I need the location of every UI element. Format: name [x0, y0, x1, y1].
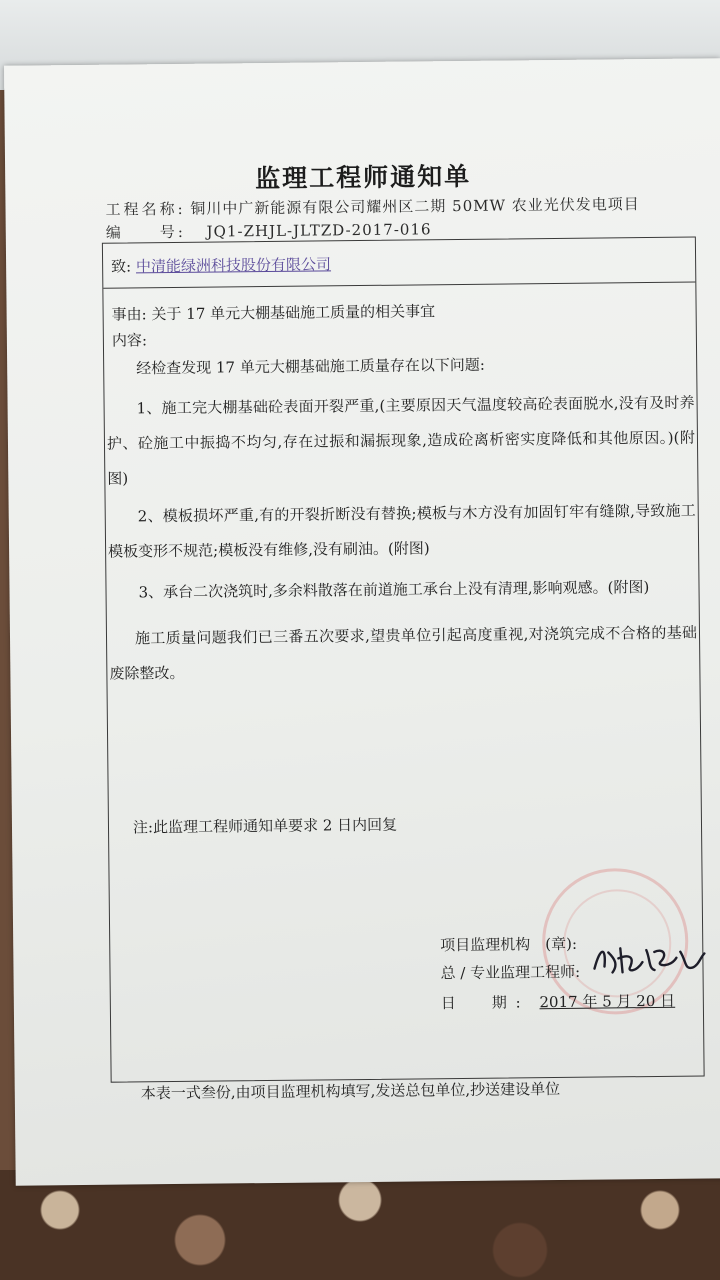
date-row	[441, 990, 675, 1013]
subject-row	[112, 300, 436, 324]
paragraph-issue-2: 2、模板损坏严重,有的开裂折断没有替换;模板与木方没有加固钉牢有缝隙,导致施工模板变形不规范;模板没有维修,没有刷油。(附图)	[108, 501, 696, 561]
date-label: 日 期 :	[440, 993, 523, 1013]
org-row	[440, 933, 577, 955]
engineer-row	[440, 961, 580, 983]
subject-text: 关于 17 单元大棚基础施工质量的相关事宜	[151, 302, 436, 324]
number-label: 编 号:	[105, 222, 186, 242]
background-blanket	[0, 1170, 720, 1280]
paragraph-conclusion: 施工质量问题我们已三番五次要求,望贵单位引起高度重视,对浇筑完成不合格的基础废除整改。	[109, 623, 698, 683]
paragraph-issue-3: 3、承台二次浇筑时,多余料散落在前道施工承台上没有清理,影响观感。(附图)	[138, 578, 650, 602]
paragraph-intro: 经检查发现 17 单元大棚基础施工质量存在以下问题:	[136, 355, 485, 378]
notice-frame	[102, 237, 705, 1083]
document-title: 监理工程师通知单	[255, 161, 472, 194]
subject-label: 事由:	[111, 305, 147, 324]
number-value: JQ1-ZHJL-JLTZD-2017-016	[206, 220, 432, 241]
paragraph-issue-1: 1、施工完大棚基础砼表面开裂严重,(主要原因天气温度较高砼表面脱水,没有及时养护、砼施工中振捣不均匀,存在过振和漏振现象,造成砼离析密实度降低和其他原因。)(附图)	[106, 393, 696, 488]
engineer-label: 总 / 专业监理工程师:	[440, 962, 581, 983]
form-footer-note: 本表一式叁份,由项目监理机构填写,发送总包单位,抄送建设单位	[140, 1079, 561, 1103]
project-label: 工程名称:	[105, 199, 186, 219]
content-label: 内容:	[111, 331, 148, 350]
project-row	[105, 193, 639, 220]
org-label: 项目监理机构 (章):	[440, 934, 578, 955]
to-label: 致:	[111, 257, 132, 276]
project-name: 铜川中广新能源有限公司耀州区二期 50MW 农业光伏发电项目	[190, 195, 640, 218]
notice-paper	[4, 58, 720, 1185]
recipient-row	[111, 253, 331, 276]
date-value: 2017 年 5 月 20 日	[539, 991, 676, 1012]
handwritten-signature	[588, 937, 708, 978]
reply-note: 注:此监理工程师通知单要求 2 日内回复	[132, 815, 398, 837]
divider	[103, 282, 695, 289]
recipient-name: 中清能绿洲科技股份有限公司	[135, 255, 332, 276]
